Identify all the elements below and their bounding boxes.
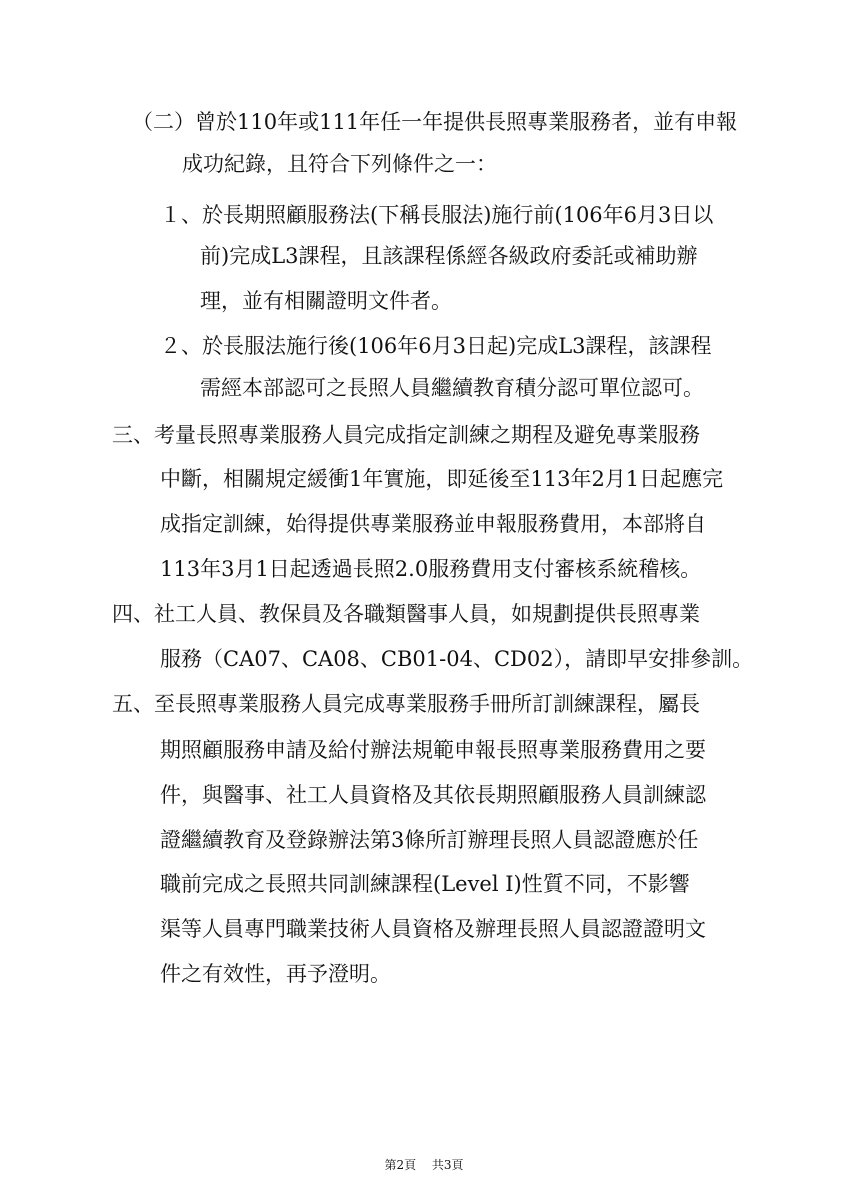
point-3-line-3: 成指定訓練，始得提供專業服務並申報服務費用，本部將自: [160, 512, 706, 536]
point-5-line-2: 期照顧服務申請及給付辦法規範申報長照專業服務費用之要: [160, 738, 706, 762]
item-2-line-2: 需經本部認可之長照人員繼續教育積分認可單位認可。: [200, 376, 704, 400]
item-1-line-2: 前)完成L3課程，且該課程係經各級政府委託或補助辦: [200, 244, 698, 268]
point-5-line-6: 渠等人員專門職業技術人員資格及辦理長照人員認證證明文: [160, 917, 706, 941]
point-5-line-7: 件之有效性，再予澄明。: [160, 962, 391, 986]
sub-2-line-2: 成功紀錄，且符合下列條件之一：: [182, 152, 497, 176]
point-3-line-1: 三、考量長照專業服務人員完成指定訓練之期程及避免專業服務: [112, 423, 700, 447]
point-5-line-1: 五、至長照專業服務人員完成專業服務手冊所訂訓練課程，屬長: [112, 692, 700, 716]
point-3-line-2: 中斷，相關規定緩衝1年實施，即延後至113年2月1日起應完: [160, 467, 724, 491]
item-1-line-1: １、於長期照顧服務法(下稱長服法)施行前(106年6月3日以: [160, 203, 714, 227]
point-5-line-4: 證繼續教育及登錄辦法第3條所訂辦理長照人員認證應於任: [160, 828, 699, 852]
point-5-line-5: 職前完成之長照共同訓練課程(Level I)性質不同，不影響: [160, 872, 690, 896]
page-number: 第2頁: [384, 1158, 417, 1172]
item-2-line-1: ２、於長服法施行後(106年6月3日起)完成L3課程，該課程: [160, 334, 712, 358]
point-5-line-3: 件，與醫事、社工人員資格及其依長期照顧服務人員訓練認: [160, 783, 706, 807]
sub-2-line-1: （二）曾於110年或111年任一年提供長照專業服務者，並有申報: [132, 110, 738, 134]
item-1-line-3: 理，並有相關證明文件者。: [200, 289, 452, 313]
page-footer: [0, 1156, 848, 1173]
point-4-line-1: 四、社工人員、教保員及各職類醫事人員，如規劃提供長照專業: [112, 602, 700, 626]
page-total: 共3頁: [431, 1158, 464, 1172]
point-4-line-2: 服務（CA07、CA08、CB01-04、CD02），請即早安排參訓。: [160, 647, 754, 671]
point-3-line-4: 113年3月1日起透過長照2.0服務費用支付審核系統稽核。: [160, 557, 702, 581]
